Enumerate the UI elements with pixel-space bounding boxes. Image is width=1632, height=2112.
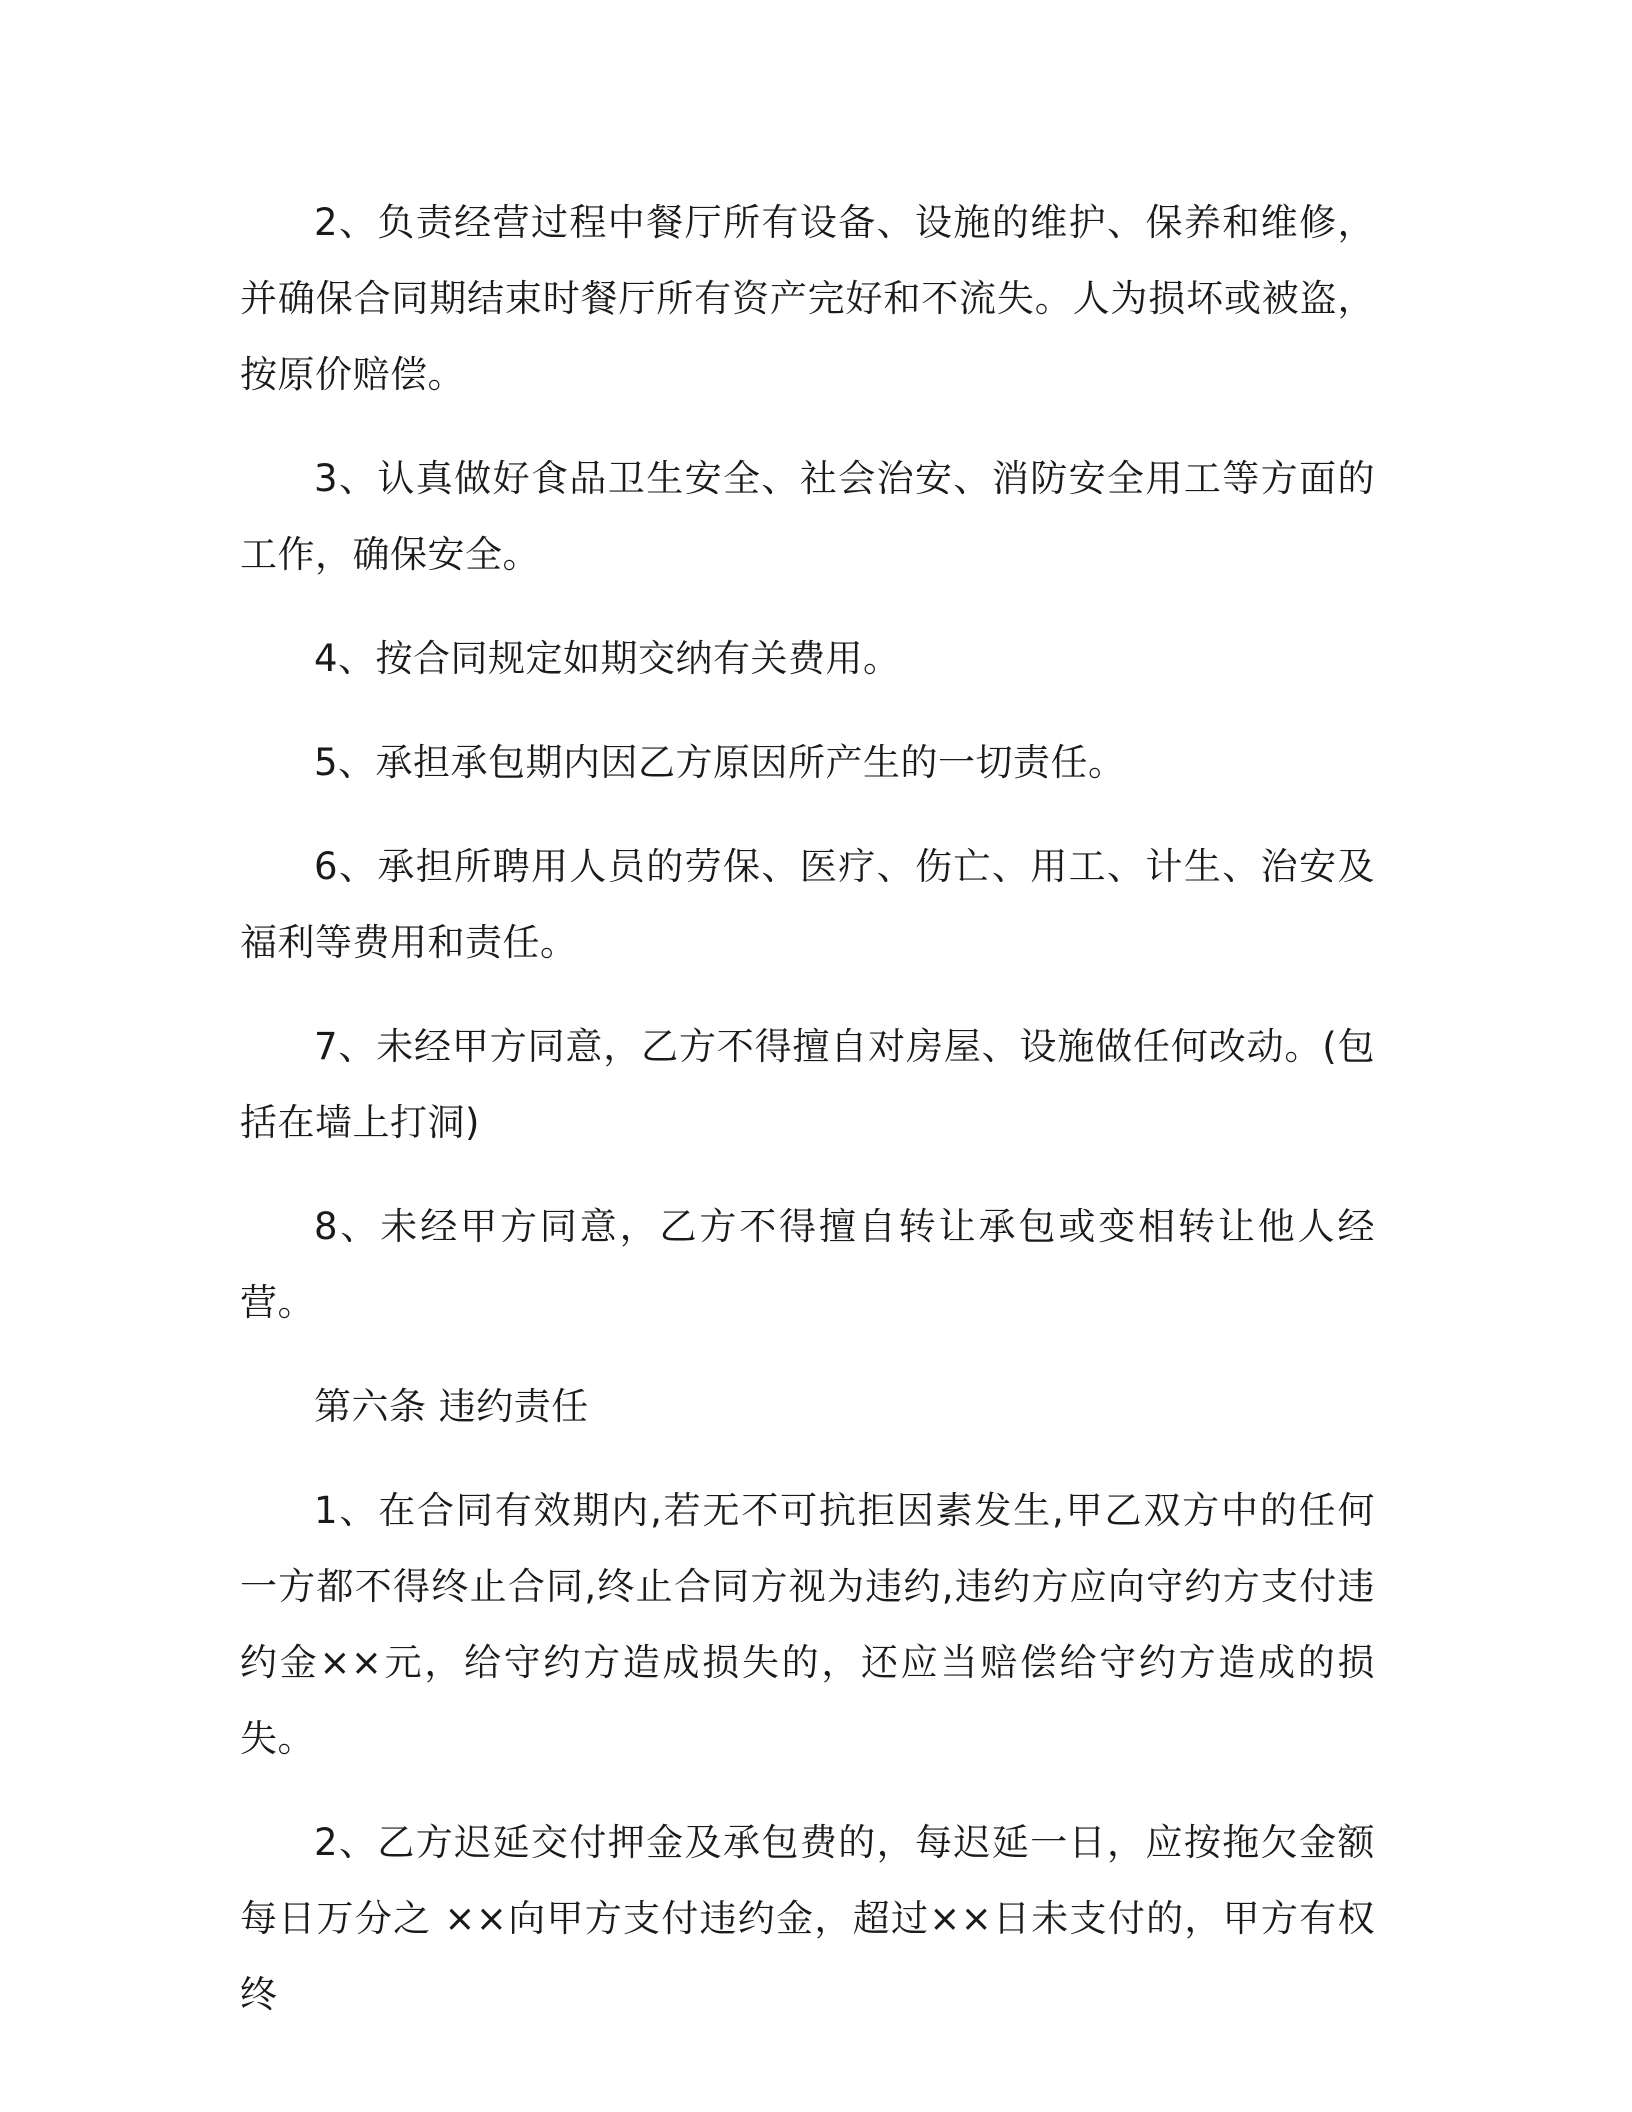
clause-7-no-alterations: 7、未经甲方同意，乙方不得擅自对房屋、设施做任何改动。(包括在墙上打洞) bbox=[240, 1025, 1375, 1144]
clause-3-safety: 3、认真做好食品卫生安全、社会治安、消防安全用工等方面的工作，确保安全。 bbox=[240, 457, 1375, 576]
clause-6-staff-costs: 6、承担所聘用人员的劳保、医疗、伤亡、用工、计生、治安及福利等费用和责任。 bbox=[240, 845, 1375, 964]
clause-8-no-transfer: 8、未经甲方同意，乙方不得擅自转让承包或变相转让他人经营。 bbox=[240, 1205, 1375, 1324]
article-6-heading: 第六条 违约责任 bbox=[314, 1385, 589, 1428]
document-body bbox=[240, 185, 1375, 2061]
clause-2-maintenance: 2、负责经营过程中餐厅所有设备、设施的维护、保养和维修，并确保合同期结束时餐厅所有资产完好和不流失。人为损坏或被盗，按原价赔偿。 bbox=[240, 201, 1375, 396]
breach-clause-2: 2、乙方迟延交付押金及承包费的，每迟延一日，应按拖欠金额每日万分之 ××向甲方支付违约金，超过××日未支付的，甲方有权终 bbox=[240, 1821, 1375, 2016]
breach-clause-1: 1、在合同有效期内,若无不可抗拒因素发生,甲乙双方中的任何一方都不得终止合同,终止合同方视为违约,违约方应向守约方支付违约金××元，给守约方造成损失的，还应当赔偿给守约方造成的损失。 bbox=[240, 1489, 1375, 1760]
clause-5-liability: 5、承担承包期内因乙方原因所产生的一切责任。 bbox=[314, 741, 1126, 784]
clause-4-fees: 4、按合同规定如期交纳有关费用。 bbox=[314, 637, 901, 680]
